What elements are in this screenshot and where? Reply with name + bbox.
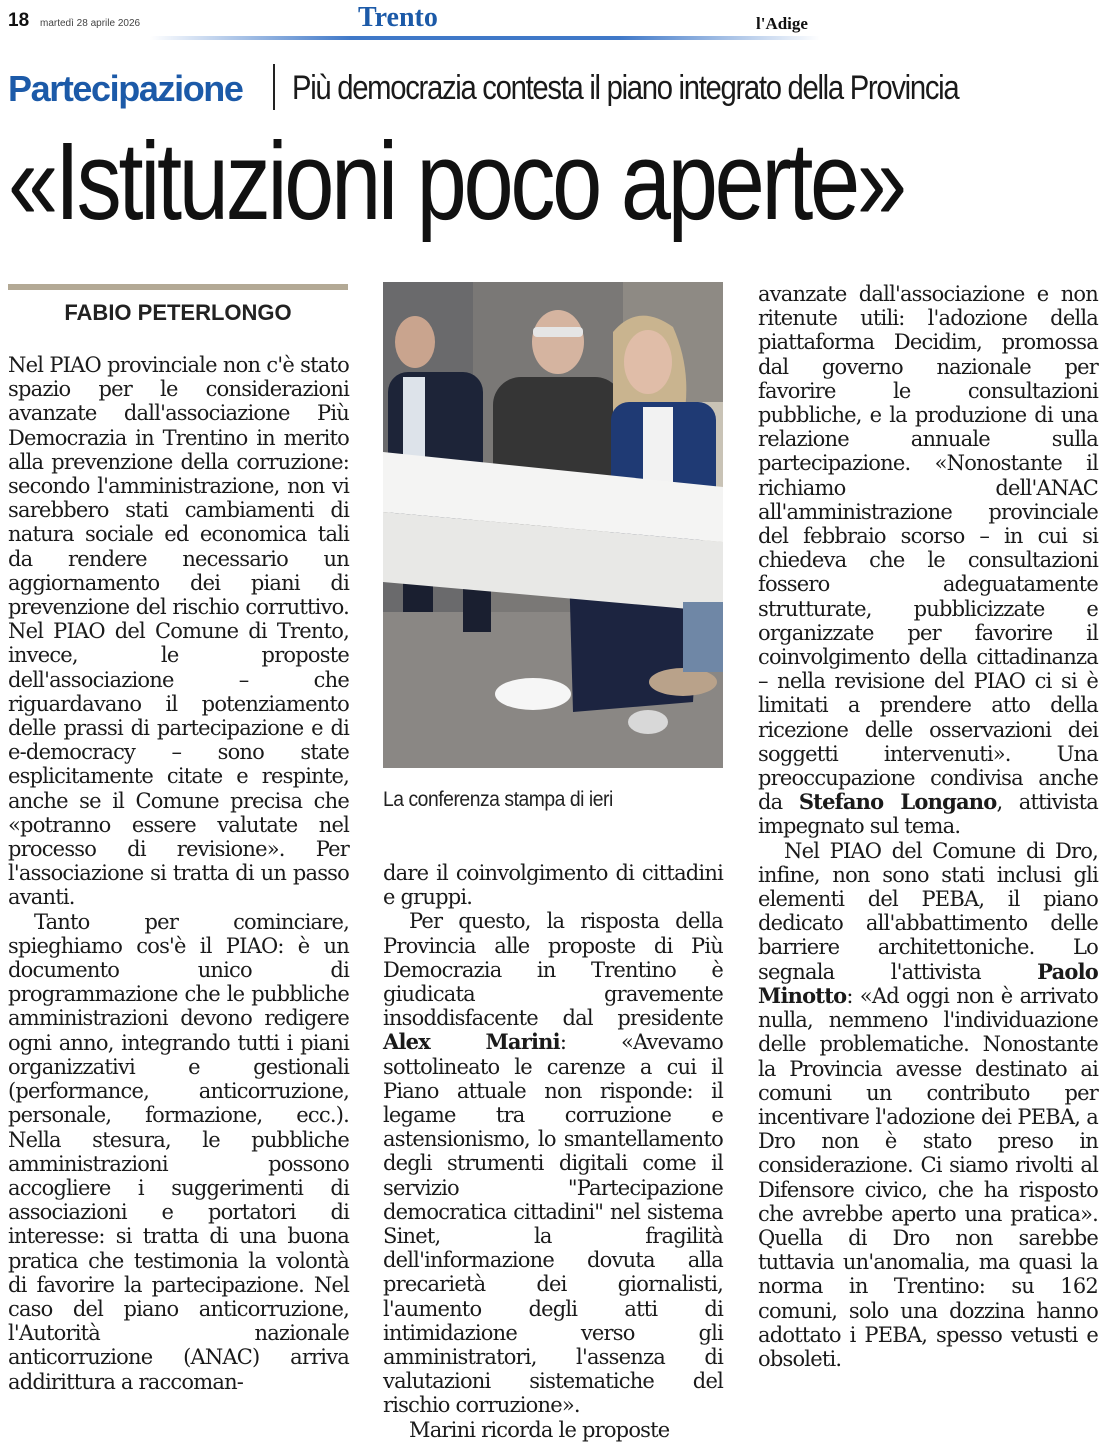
article-headline: «Istituzioni poco aperte» <box>8 120 904 243</box>
paragraph: dare il coinvolgimento di cittadini e gruppi. <box>383 861 723 910</box>
text-run: Nel PIAO del Comune di Dro, infine, non sono stati inclusi gli elementi del PEBA, il piano dedicato all'abbattimento delle barriere architettoniche. Lo segnala l'attivista <box>758 838 1098 984</box>
section-title: Trento <box>358 2 438 33</box>
paragraph <box>383 909 723 1417</box>
paragraph: Tanto per cominciare, spieghiamo cos'è il PIAO: è un documento unico di programmazione che le pubbliche amministrazioni devono redigere ogni anno, integrando tutti i piani organizzativi e gestionali (performance, anticorruzione, personale, formazione, ecc.). Nella stesura, le pubbliche amministrazioni possono accogliere i suggerimenti di associazioni e portatori di interesse: si tratta di una buona pratica che testimonia la volontà di favorire la partecipazione. Nel caso del piano anticorruzione, l'Autorità nazionale anticorruzione (ANAC) arriva addirittura a raccoman- <box>8 909 349 1394</box>
article-column-3 <box>758 282 1098 1371</box>
article-column-2 <box>383 861 723 1442</box>
newspaper-name: l'Adige <box>756 14 808 33</box>
kicker-divider <box>273 64 275 110</box>
text-run: , attivista impegnato sul tema. <box>758 790 1099 839</box>
byline-bar <box>8 284 348 290</box>
paragraph: Marini ricorda le proposte <box>409 1417 670 1442</box>
article-column-1 <box>8 353 349 1394</box>
paragraph <box>758 282 1098 839</box>
person-name: Stefano Longano <box>798 789 997 815</box>
byline: FABIO PETERLONGO <box>64 300 292 325</box>
text-run: avanzate dall'associazione e non ritenute utili: l'adozione della piattaforma Decidim, promossa dal governo nazionale per favorire le consultazioni pubbliche, e la produzione di una relazione annuale sulla partecipazione. «Nonostante il richiamo dell'ANAC all'amministrazione provinciale del febbraio scorso – in cui si chiedeva che le consultazioni fossero adeguatamente strutturate, pubblicizzate e organizzate per favorire il coinvolgimento della cittadinanza – nella revisione del PIAO ci si è limitati a prendere atto della ricezione delle osservazioni dei soggetti intervenuti». Una preoccupazione condivisa anche da <box>758 282 1098 815</box>
text-run: Per questo, la risposta della Provincia alle proposte di Più Democrazia in Trentino è giudicata gravemente insoddisfacente dal presidente <box>383 909 723 1031</box>
header-rule <box>150 36 820 40</box>
article-subtitle: Più democrazia contesta il piano integrato della Provincia <box>292 69 959 107</box>
issue-date: martedì 28 aprile 2026 <box>40 18 141 29</box>
photo-caption: La conferenza stampa di ieri <box>383 788 613 811</box>
press-conference-photo <box>383 282 723 768</box>
article-kicker: Partecipazione <box>8 68 243 109</box>
text-run: : «Avevamo sottolineato le carenze a cui il Piano attuale non risponde: il legame tra corruzione e astensionismo, lo smantellamento degli strumenti digitali come il servizio "Partecipazione democratica cittadini" nel sistema Sinet, la fragilità dell'informazione dovuta alla precarietà dei giornalisti, l'aumento degli atti di intimidazione verso gli amministratori, l'assenza di valutazioni sistematiche del rischio corruzione». <box>383 1030 723 1418</box>
person-name: Paolo Minotto <box>758 958 1098 1008</box>
paragraph <box>758 839 1098 1371</box>
text-run: : «Ad oggi non è arrivato nulla, nemmeno l'individuazione delle problematiche. Nonostante la Provincia avesse destinato ai comuni un contributo per incentivare l'adozione dei PEBA, a Dro non è stato preso in considerazione. Ci siamo rivolti al Difensore civico, che ha risposto che avrebbe aperto una pratica». Quella di Dro non sarebbe tuttavia un'anomalia, ma quasi la norma in Trentino: su 162 comuni, solo una dozzina hanno adottato i PEBA, spesso vetusti e obsoleti. <box>758 983 1098 1371</box>
paragraph: Nel PIAO provinciale non c'è stato spazio per le considerazioni avanzate dall'associazione Più Democrazia in Trentino in merito alla prevenzione della corruzione: secondo l'amministrazione, non vi sarebbero stati cambiamenti di natura sociale ed economica tali da rendere necessario un aggiornamento dei piani di prevenzione del rischio corruttivo. Nel PIAO del Comune di Trento, invece, le proposte dell'associazione – che riguardavano il potenziamento delle prassi di partecipazione e di e-democracy – sono state esplicitamente citate e respinte, anche se il Comune precisa che «potranno essere valutate nel processo di revisione». Per l'associazione si tratta di un passo avanti. <box>8 353 349 910</box>
page-number: 18 <box>8 10 30 31</box>
person-name: Alex Marini <box>383 1029 560 1055</box>
